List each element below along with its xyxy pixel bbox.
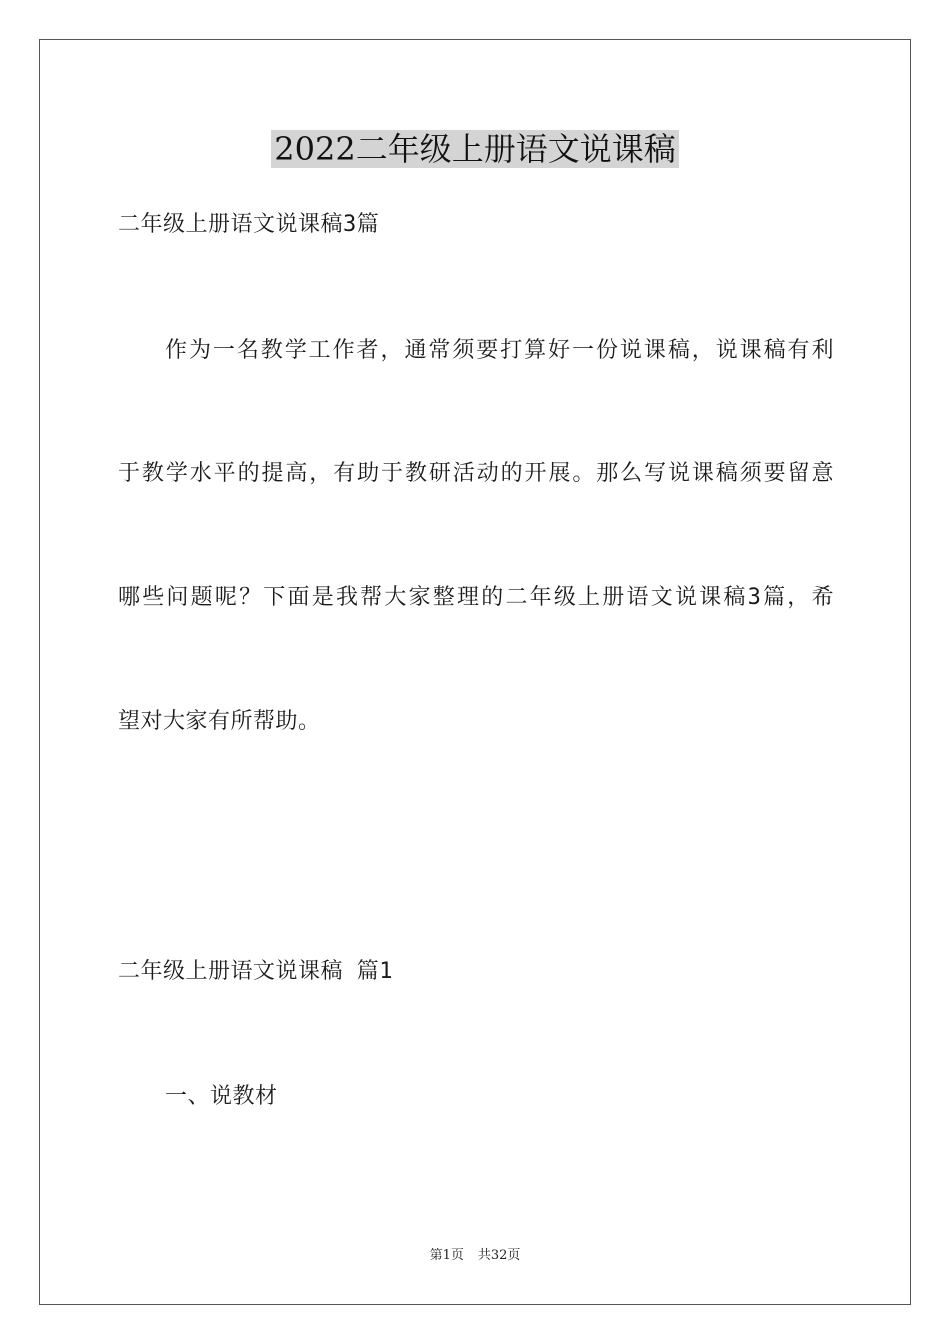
intro-line-2: 于教学水平的提高，有助于教研活动的开展。那么写说课稿须要留意 bbox=[118, 461, 834, 486]
page-number: 第1页 bbox=[429, 1248, 464, 1263]
intro-line-3: 哪些问题呢？下面是我帮大家整理的二年级上册语文说课稿3篇，希 bbox=[118, 585, 834, 610]
document-title-text: 2022二年级上册语文说课稿 bbox=[271, 130, 678, 168]
document-title bbox=[0, 124, 950, 174]
document-subtitle: 二年级上册语文说课稿3篇 bbox=[118, 212, 380, 237]
page-footer bbox=[0, 1247, 950, 1265]
subsection-heading: 一、说教材 bbox=[165, 1084, 278, 1109]
section-heading: 二年级上册语文说课稿 篇1 bbox=[118, 959, 393, 984]
intro-line-4: 望对大家有所帮助。 bbox=[118, 709, 321, 734]
page-total: 共32页 bbox=[477, 1248, 521, 1263]
intro-line-1: 作为一名教学工作者，通常须要打算好一份说课稿，说课稿有利 bbox=[165, 338, 834, 363]
